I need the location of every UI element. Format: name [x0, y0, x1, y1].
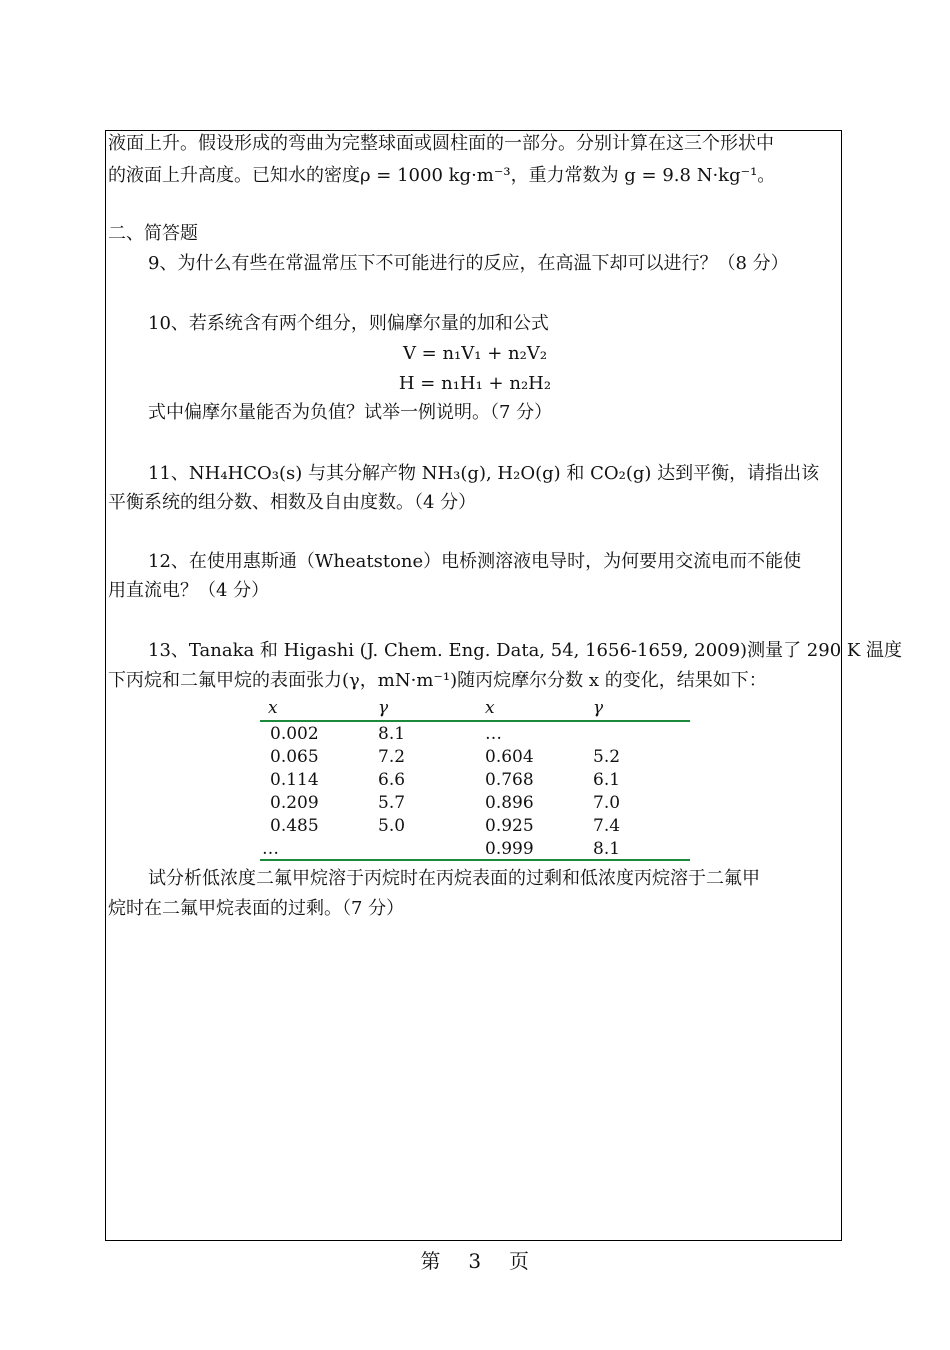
page-number-footer: [0, 1245, 950, 1274]
table-cell: 6.6: [378, 770, 406, 790]
table-cell: 8.1: [378, 724, 406, 744]
table-cell: 5.7: [378, 793, 406, 813]
question-9: 9、为什么有些在常温常压下不可能进行的反应，在高温下却可以进行？（8 分）: [148, 253, 789, 274]
table-cell: 0.209: [270, 793, 319, 813]
question-11-line-2: 平衡系统的组分数、相数及自由度数。（4 分）: [108, 492, 477, 513]
table-cell: 6.1: [593, 770, 621, 790]
footer-label-pre: 第: [420, 1249, 441, 1273]
carryover-line-2: 的液面上升高度。已知水的密度ρ = 1000 kg·m⁻³，重力常数为 g = 9.8 N·kg⁻¹。: [108, 165, 776, 186]
equation-enthalpy: H = n₁H₁ + n₂H₂: [398, 373, 552, 394]
header-x-right: x: [485, 698, 495, 718]
table-cell: 0.768: [485, 770, 534, 790]
table-cell: …: [262, 839, 279, 859]
equation-volume: V = n₁V₁ + n₂V₂: [402, 343, 548, 364]
question-13-line-1: 13、Tanaka 和 Higashi (J. Chem. Eng. Data, 54, 1656-1659, 2009)测量了 290 K 温度: [148, 640, 903, 661]
question-13-ask-2: 烷时在二氟甲烷表面的过剩。（7 分）: [108, 898, 405, 919]
table-cell: 0.896: [485, 793, 534, 813]
section-heading: 二、简答题: [108, 223, 198, 244]
footer-label-post: 页: [509, 1249, 530, 1273]
table-cell: 5.0: [378, 816, 406, 836]
header-gamma-right: γ: [593, 698, 604, 718]
question-12-line-1: 12、在使用惠斯通（Wheatstone）电桥测溶液电导时，为何要用交流电而不能使: [148, 551, 802, 572]
question-13-line-2: 下丙烷和二氟甲烷的表面张力(γ，mN·m⁻¹)随丙烷摩尔分数 x 的变化，结果如下：: [108, 670, 767, 691]
table-cell: 0.002: [270, 724, 319, 744]
table-cell: 0.999: [485, 839, 534, 859]
table-cell: 8.1: [593, 839, 621, 859]
question-11-line-1: 11、NH₄HCO₃(s) 与其分解产物 NH₃(g), H₂O(g) 和 CO₂(g) 达到平衡，请指出该: [148, 463, 820, 484]
table-cell: 0.604: [485, 747, 534, 767]
table-cell: 0.114: [270, 770, 319, 790]
table-cell: 7.2: [378, 747, 406, 767]
table-bottom-rule: [260, 859, 690, 861]
table-header-rule: [260, 720, 690, 722]
table-cell: 7.0: [593, 793, 621, 813]
question-13-ask-1: 试分析低浓度二氟甲烷溶于丙烷时在丙烷表面的过剩和低浓度丙烷溶于二氟甲: [148, 868, 760, 889]
table-cell: 0.485: [270, 816, 319, 836]
page-number: 3: [468, 1249, 482, 1273]
table-cell: 5.2: [593, 747, 621, 767]
table-cell: …: [485, 724, 502, 744]
header-x-left: x: [268, 698, 278, 718]
question-12-line-2: 用直流电？（4 分）: [108, 580, 270, 601]
carryover-line-1: 液面上升。假设形成的弯曲为完整球面或圆柱面的一部分。分别计算在这三个形状中: [108, 133, 774, 154]
table-cell: 7.4: [593, 816, 621, 836]
question-10-intro: 10、若系统含有两个组分，则偏摩尔量的加和公式: [148, 313, 549, 334]
table-cell: 0.925: [485, 816, 534, 836]
header-gamma-left: γ: [378, 698, 389, 718]
question-10-ask: 式中偏摩尔量能否为负值？试举一例说明。（7 分）: [148, 402, 553, 423]
table-cell: 0.065: [270, 747, 319, 767]
